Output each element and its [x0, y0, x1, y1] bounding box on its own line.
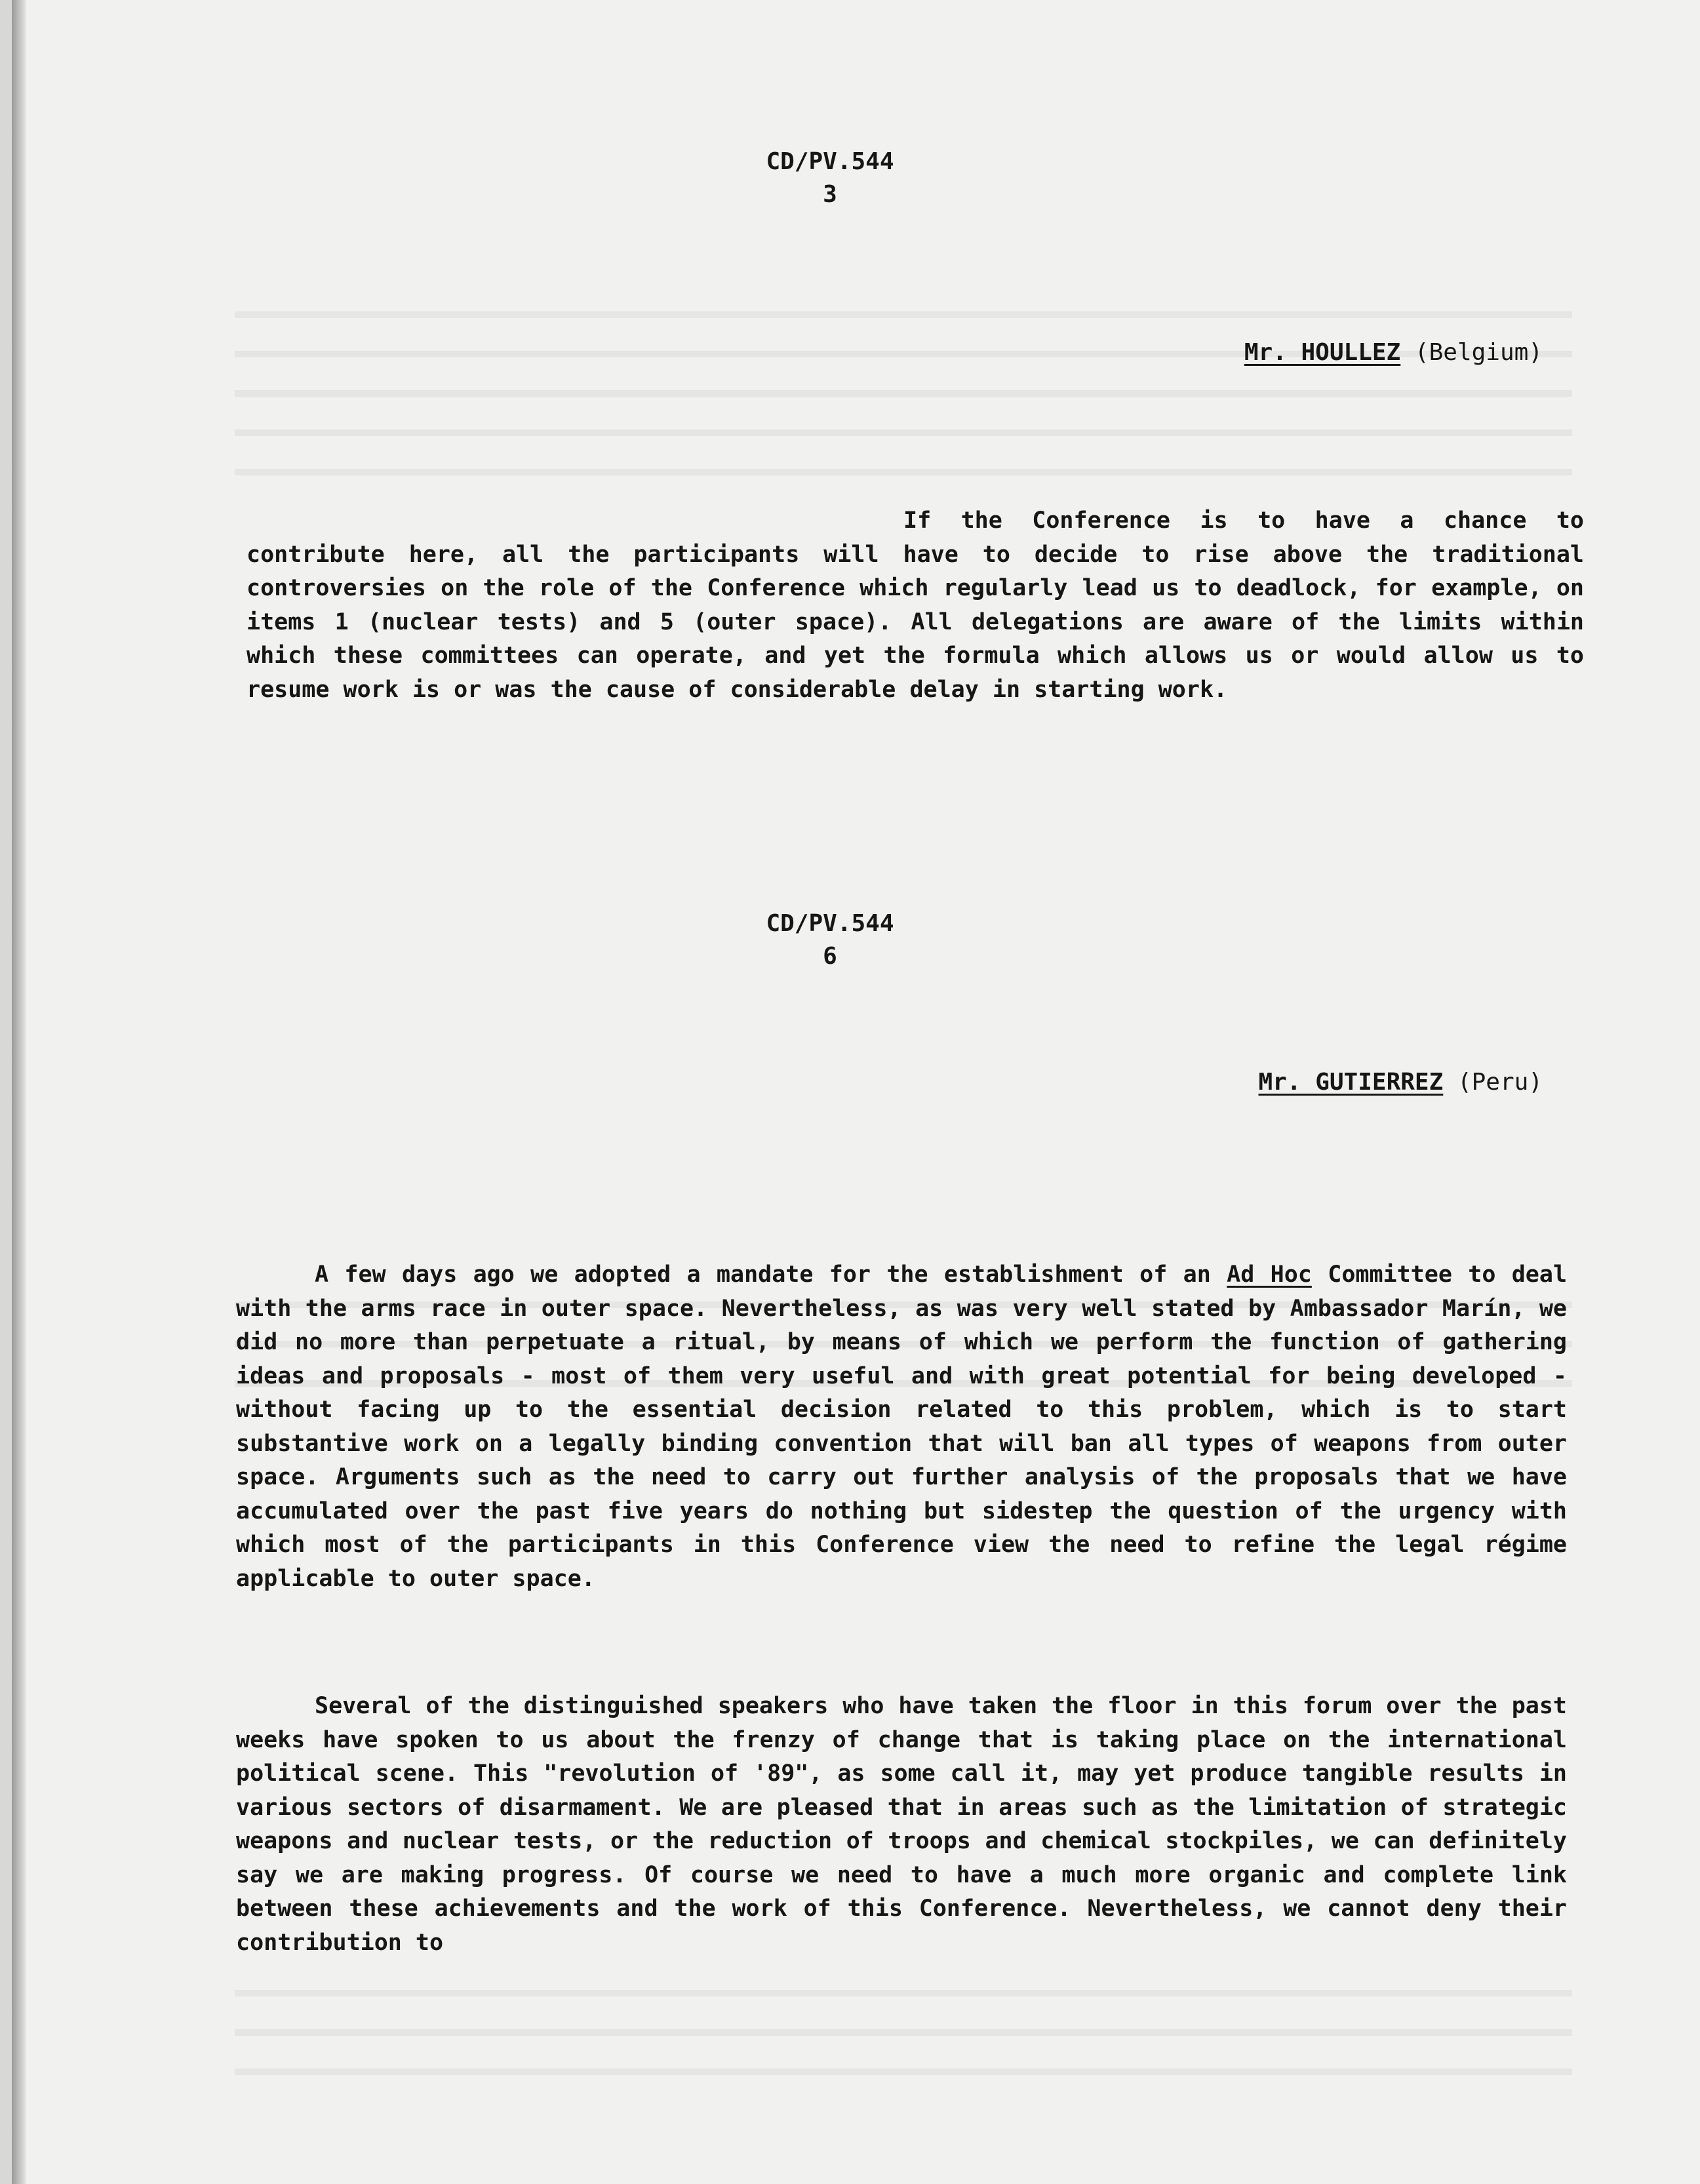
- page-number: 6: [823, 943, 837, 970]
- speaker-name: Mr. GUTIERREZ: [1258, 1069, 1444, 1096]
- paragraph-text: Several of the distinguished speakers who have taken the floor in this forum over the past weeks have spoken to us about the frenzy of change that is taking place on the international political scene. This "revolution of '89", as some call it, may yet produce tangible results in various sectors of disarmament. We are pleased that in areas such as the limitation of strategic weapons and nuclear tests, or the reduction of troops and chemical stockpiles, we can definitely say we are making progress. Of course we need to have a much more organic and complete link between these achievements and the work of this Conference. Nevertheless, we cannot deny their contribution to: [236, 1693, 1567, 1956]
- paragraph-ad-hoc-committee: [236, 1258, 1567, 1596]
- page-header-1: [732, 146, 928, 211]
- paragraph-text: Committee to deal with the arms race in outer space. Nevertheless, as was very well stated by Ambassador Marín, we did no more than perpetuate a ritual, by means of which we perform the function of gathering ideas and proposals - most of them very useful and with great potential for being developed - without facing up to the essential decision related to this problem, which is to start substantive work on a legally binding convention that will ban all types of weapons from outer space. Arguments such as the need to carry out further analysis of the proposals that we have accumulated over the past five years do nothing but sidestep the question of the urgency with which most of the participants in this Conference view the need to refine the legal régime applicable to outer space.: [236, 1261, 1568, 1592]
- speaker-line-1: [1244, 339, 1543, 366]
- speaker-line-2: [1259, 1069, 1543, 1096]
- paragraph-lead-in: A few days ago we adopted a mandate for the establishment of an: [315, 1261, 1211, 1288]
- document-symbol: CD/PV.544: [766, 148, 894, 175]
- paragraph-conference-role: [247, 504, 1584, 707]
- speaker-country: (Peru): [1457, 1069, 1543, 1096]
- document-page: [12, 0, 1700, 2184]
- paragraph-revolution-89: [236, 1690, 1567, 1960]
- speaker-name: Mr. HOULLEZ: [1244, 339, 1401, 366]
- paragraph-text: If the Conference is to have a chance to contribute here, all the participants will have to decide to rise above the traditional controversies on the role of the Conference which regularly lead us to deadlock, for example, on items 1 (nuclear tests) and 5 (outer space). All delegations are aware of the limits within which these committees can operate, and yet the formula which allows us or would allow us to resume work is or was the cause of considerable delay in starting work.: [247, 507, 1584, 703]
- emphasis-ad-hoc: Ad Hoc: [1227, 1261, 1312, 1288]
- speaker-country: (Belgium): [1414, 339, 1543, 366]
- page-number: 3: [823, 181, 837, 208]
- document-symbol: CD/PV.544: [766, 910, 894, 937]
- page-header-2: [732, 907, 928, 973]
